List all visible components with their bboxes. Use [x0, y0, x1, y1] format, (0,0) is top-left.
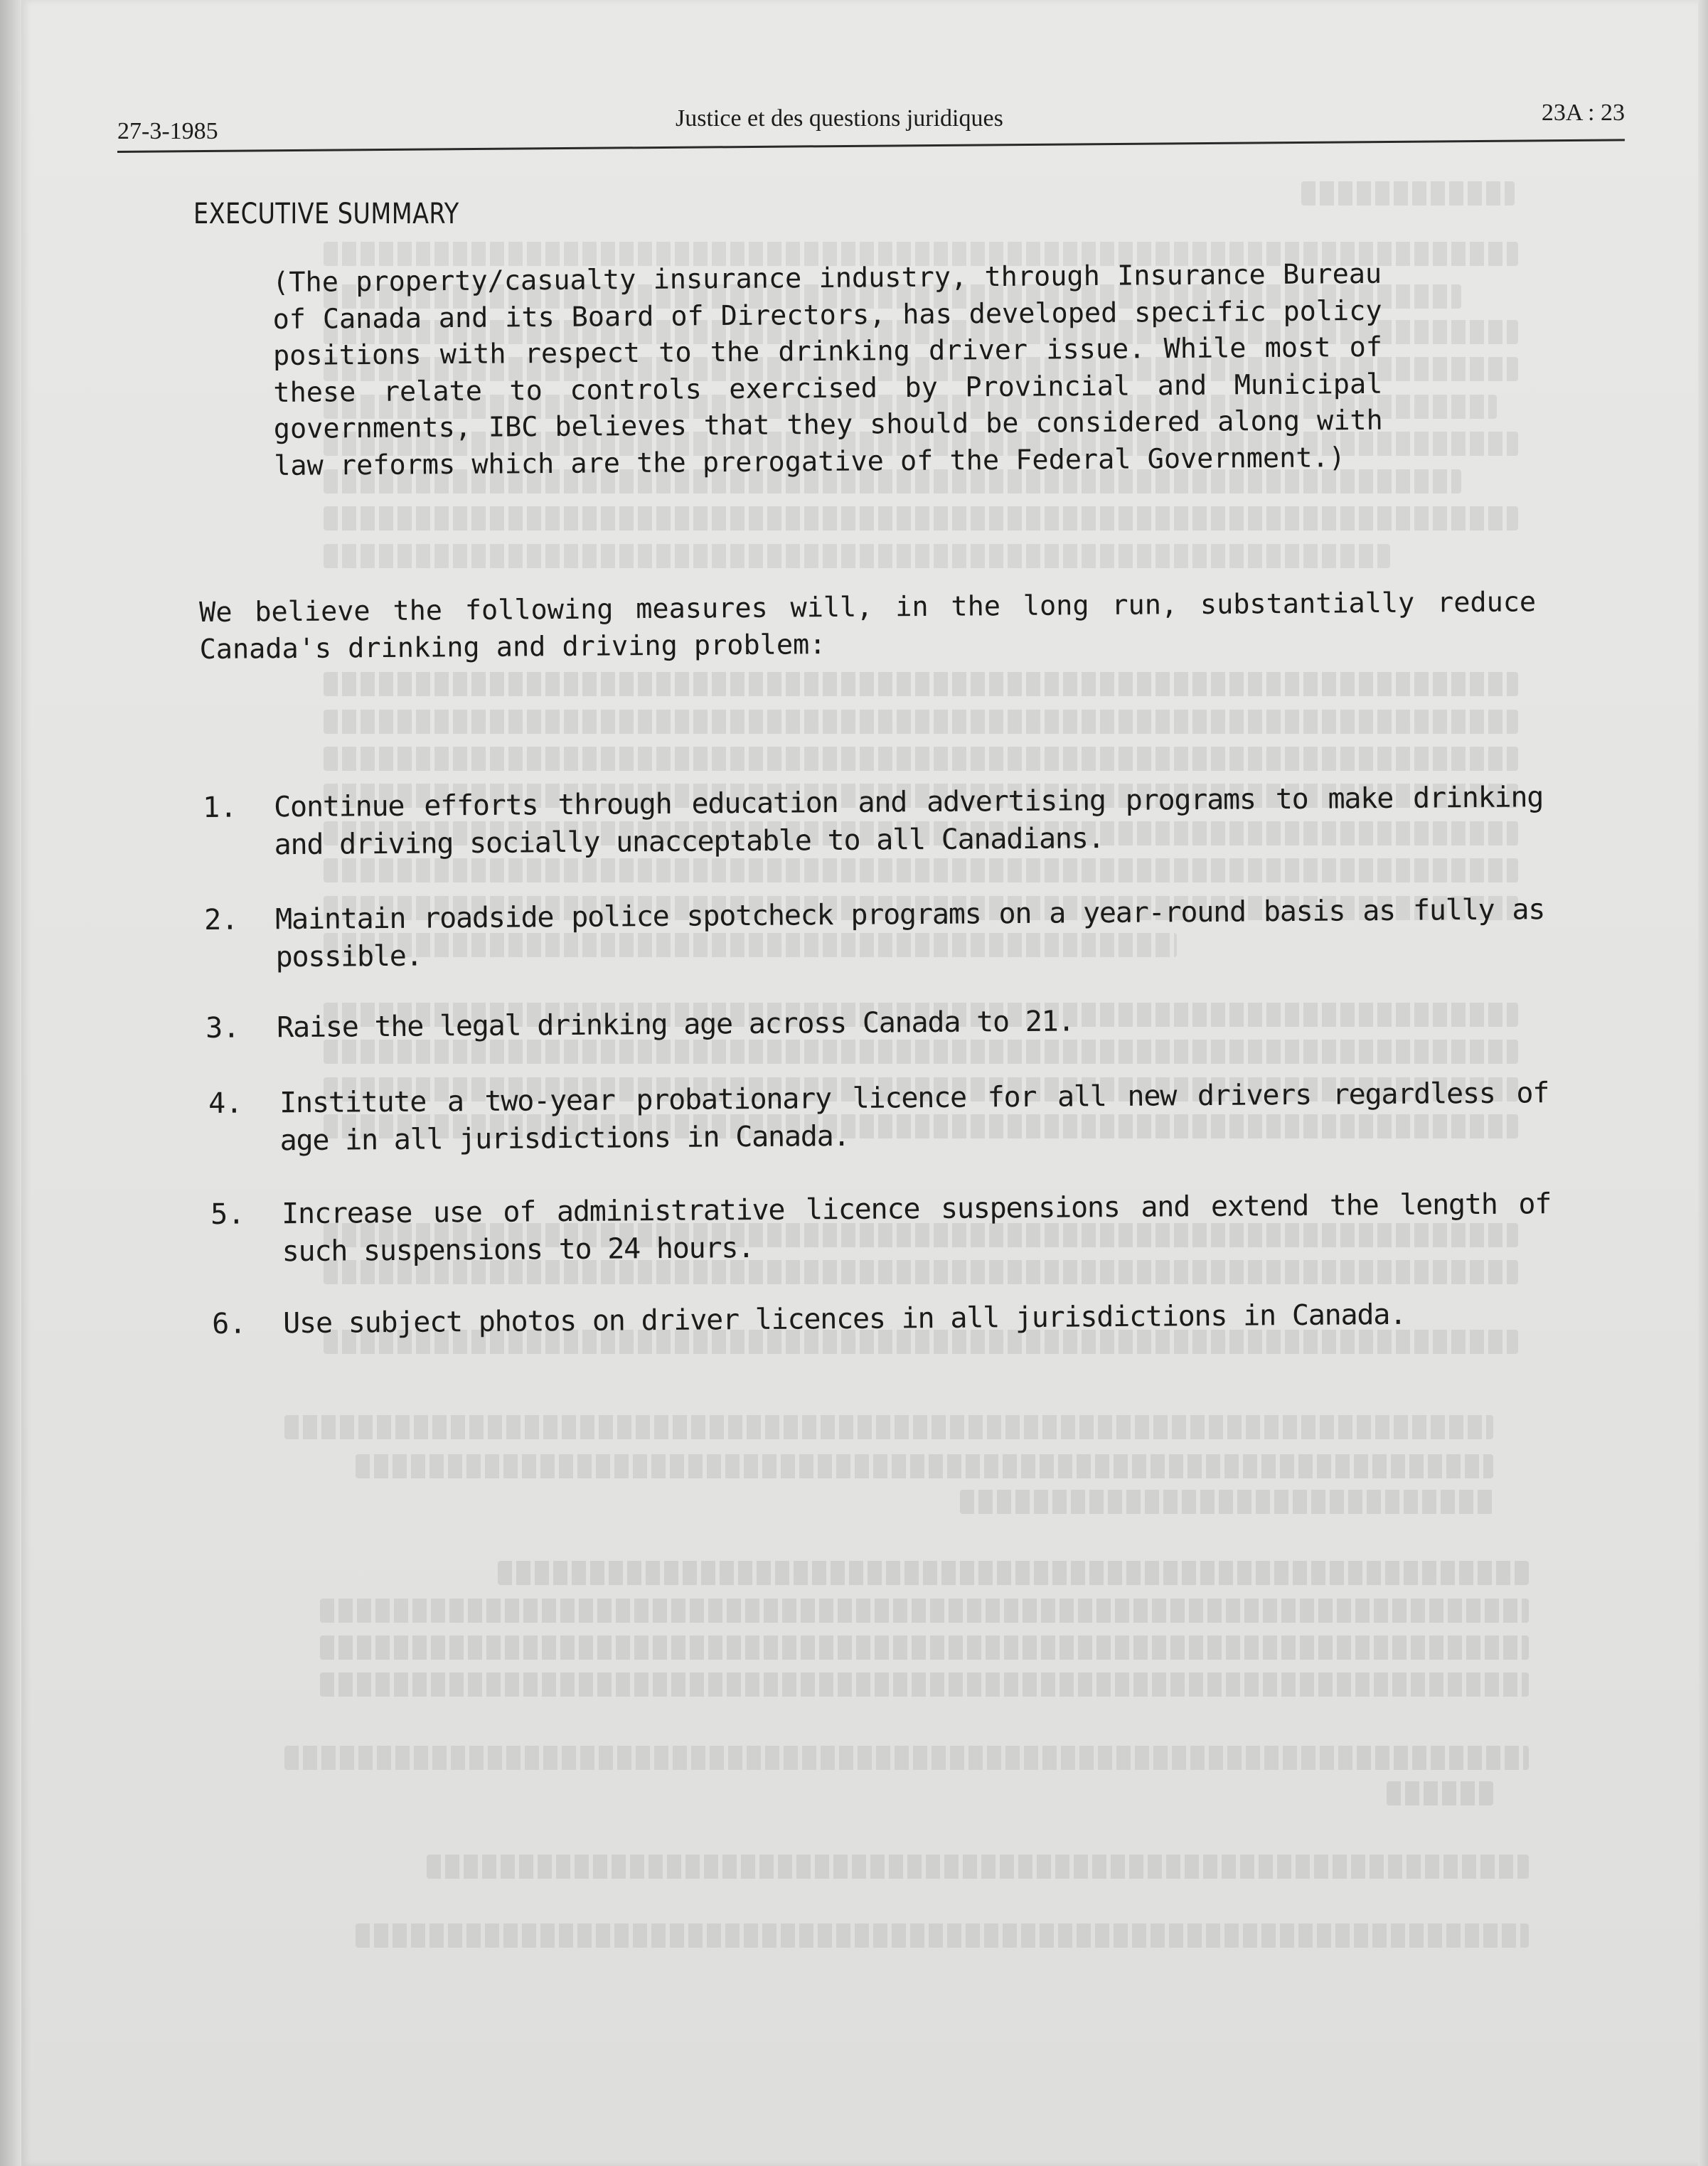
list-item-number: 4.	[208, 1087, 243, 1120]
intro-paragraph: (The property/casualty insurance industry, through Insurance Bureau of Canada and its Board of Directors, has developed specific policy positions with respect to the drinking driver issue. While most of these relate to controls exercised by Provincial and Municipal governments, IBC believes that they should be considered along with law reforms which are the prerogative of the Federal Government.)	[272, 257, 1383, 482]
header-section-title: Justice et des questions juridiques	[676, 105, 1003, 132]
list-item-number: 2.	[204, 903, 239, 937]
header-page-number: 23A : 23	[1541, 100, 1625, 126]
lead-paragraph: We believe the following measures will, in the long run, substantially reduce Canada's drinking and driving problem:	[199, 586, 1537, 666]
list-item-text: Maintain roadside police spotcheck programs on a year-round basis as fully as possible.	[275, 893, 1545, 974]
list-item-text: Continue efforts through education and advertising programs to make drinking and driving socially unacceptable to all Canadians.	[274, 781, 1544, 862]
list-item	[204, 890, 1626, 974]
list-item-text: Increase use of administrative licence suspensions and extend the length of such suspensions to 24 hours.	[282, 1188, 1552, 1269]
list-item	[208, 1074, 1630, 1158]
list-item-text: Use subject photos on driver licences in all jurisdictions in Canada.	[283, 1298, 1407, 1340]
list-item-text: Institute a two-year probationary licence for all new drivers regardless of age in all jurisdictions in Canada.	[279, 1077, 1549, 1158]
list-item-number: 1.	[203, 791, 237, 824]
list-item	[210, 1185, 1633, 1269]
document-title: EXECUTIVE SUMMARY	[193, 198, 459, 230]
list-item-number: 3.	[206, 1011, 240, 1045]
list-item-number: 5.	[210, 1197, 245, 1231]
list-item-text: Raise the legal drinking age across Canada to 21.	[277, 1005, 1074, 1045]
list-item	[206, 998, 1628, 1045]
list-item	[203, 778, 1625, 862]
list-item	[212, 1294, 1634, 1340]
list-item-number: 6.	[212, 1307, 247, 1340]
header-date: 27-3-1985	[117, 118, 218, 144]
